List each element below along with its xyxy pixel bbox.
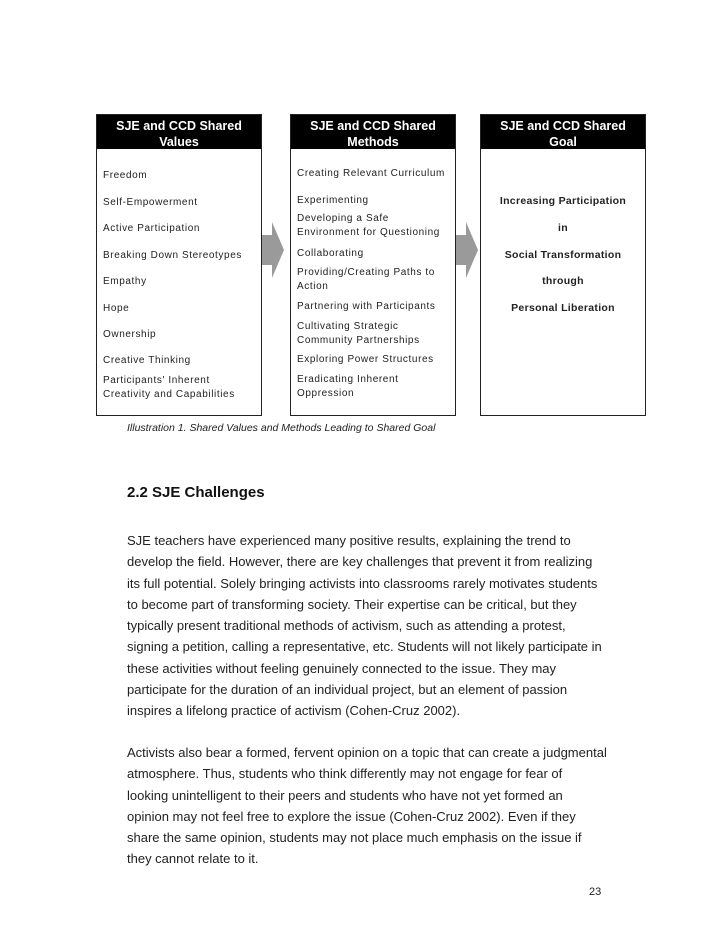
- method-item: Experimenting: [297, 195, 369, 206]
- method-item: Providing/Creating Paths to Action: [297, 267, 435, 292]
- goal-header: SJE and CCD Shared Goal: [481, 115, 645, 149]
- method-item: Creating Relevant Curriculum: [297, 168, 445, 179]
- method-item: Developing a Safe Environment for Questioning: [297, 213, 440, 238]
- value-item: Ownership: [103, 329, 157, 340]
- goal-item: Personal Liberation: [511, 302, 615, 314]
- methods-header: SJE and CCD Shared Methods: [291, 115, 455, 149]
- value-item: Active Participation: [103, 223, 201, 234]
- value-item: Hope: [103, 303, 130, 314]
- goal-item: Increasing Participation: [499, 195, 627, 207]
- method-item: Cultivating Strategic Community Partnerships: [297, 321, 420, 346]
- value-item: Freedom: [103, 170, 148, 181]
- methods-column: [290, 114, 456, 416]
- goal-item: through: [542, 275, 584, 287]
- value-item: Breaking Down Stereotypes: [103, 250, 242, 261]
- value-item: Self-Empowerment: [103, 197, 198, 208]
- goal-column: [480, 114, 646, 416]
- method-item: Collaborating: [297, 248, 364, 259]
- value-item: Creative Thinking: [103, 355, 191, 366]
- method-item: Eradicating Inherent Oppression: [297, 374, 399, 399]
- value-item: Participants' Inherent Creativity and Capabilities: [103, 375, 235, 400]
- values-column: [96, 114, 262, 416]
- method-item: Exploring Power Structures: [297, 354, 434, 365]
- paragraph: Activists also bear a formed, fervent opinion on a topic that can create a judgmental atmosphere. Thus, students who think differently may not engage for fear of looking unintelligent to their peers and students who have not yet formed an opinion may not feel free to explore the issue (Cohen-Cruz 2002). Even if they share the same opinion, students may not place much emphasis on the issue if they cannot relate to it.: [127, 745, 607, 867]
- values-header: SJE and CCD Shared Values: [97, 115, 261, 149]
- goal-item: Social Transformation: [504, 249, 622, 261]
- page-number: 23: [589, 886, 602, 898]
- section-heading: 2.2 SJE Challenges: [127, 484, 265, 501]
- goal-item: in: [558, 222, 568, 234]
- value-item: Empathy: [103, 276, 147, 287]
- arrow-right-icon: [456, 222, 478, 278]
- paragraph: SJE teachers have experienced many positive results, explaining the trend to develop the field. However, there are key challenges that prevent it from realizing its full potential. Solely bringing activists into classrooms rarely motivates students to become part of transforming society. Their expertise can be critical, but they typically present traditional methods of activism, such as attending a protest, signing a petition, calling a representative, etc. Students will not likely participate in these activities without feeling genuinely connected to the issue. They may participate for the duration of an individual project, but an element of passion inspires a lifelong practice of activism (Cohen-Cruz 2002).: [127, 533, 602, 719]
- arrow-right-icon: [262, 222, 284, 278]
- figure-caption: Illustration 1. Shared Values and Methods Leading to Shared Goal: [127, 422, 436, 434]
- method-item: Partnering with Participants: [297, 301, 436, 312]
